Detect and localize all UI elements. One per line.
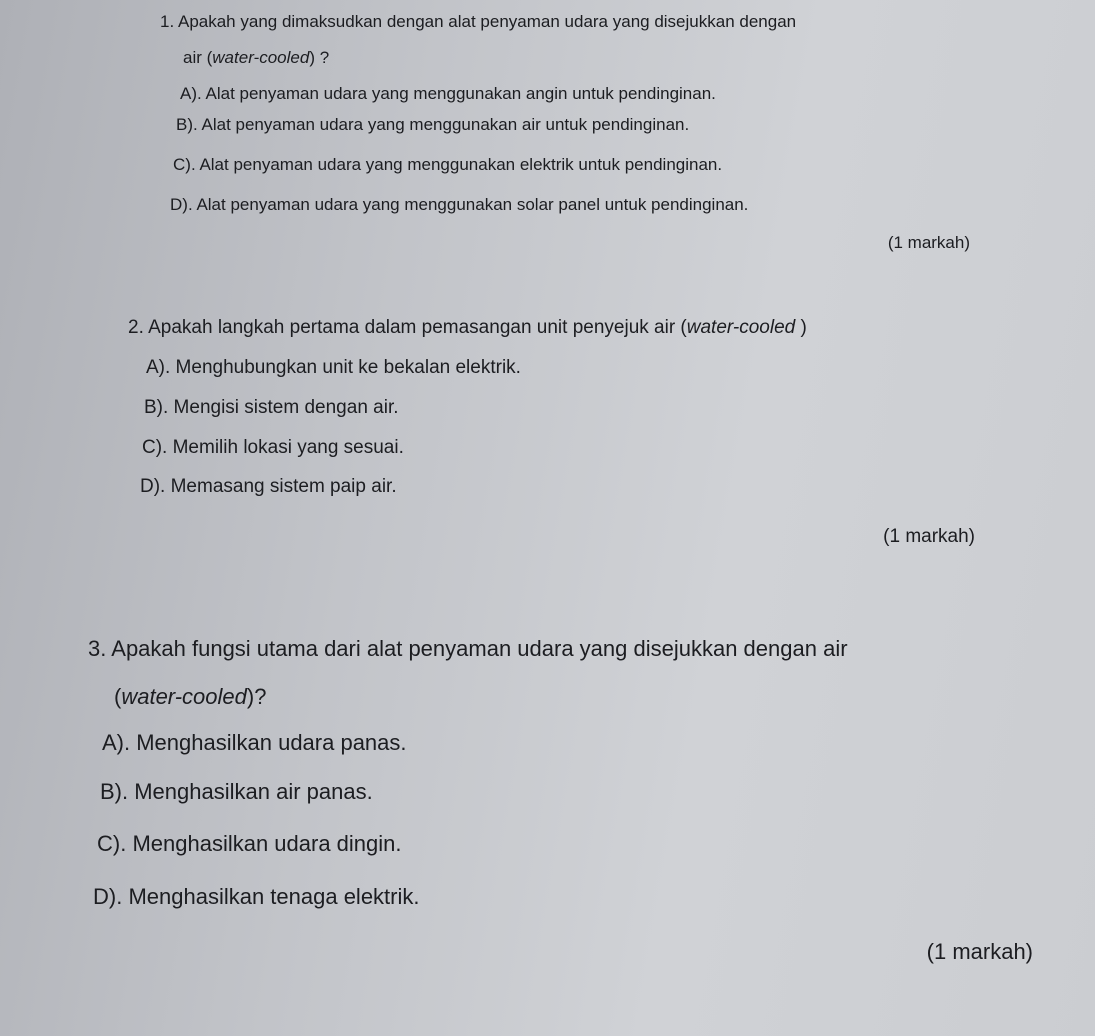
- question-1-option-c: C). Alat penyaman udara yang menggunakan elektrik untuk pendinginan.: [173, 155, 723, 174]
- question-3-stem-line-2: (water-cooled)?: [114, 684, 267, 709]
- question-1-number: 1.: [160, 12, 175, 31]
- question-3-option-c: C). Menghasilkan udara dingin.: [97, 831, 402, 856]
- question-3-option-a: A). Menghasilkan udara panas.: [102, 730, 407, 755]
- question-2-stem: 2. Apakah langkah pertama dalam pemasangan unit penyejuk air (water-cooled ): [128, 317, 807, 338]
- question-3-text: Apakah fungsi utama dari alat penyaman udara yang disejukkan dengan air: [111, 636, 848, 661]
- question-2-option-c: C). Memilih lokasi yang sesuai.: [142, 437, 404, 458]
- question-3-number: 3.: [88, 636, 107, 661]
- question-3-option-b: B). Menghasilkan air panas.: [100, 779, 373, 804]
- question-1-text: Apakah yang dimaksudkan dengan alat penyaman udara yang disejukkan dengan: [177, 12, 797, 31]
- question-1-stem-line-2: air (water-cooled) ?: [183, 48, 330, 67]
- question-1-term: water-cooled: [212, 48, 310, 67]
- question-3-option-d: D). Menghasilkan tenaga elektrik.: [93, 884, 420, 909]
- question-1-marks: (1 markah): [887, 233, 970, 252]
- question-3-stem-line-1: [88, 636, 848, 662]
- question-2-option-b: B). Mengisi sistem dengan air.: [144, 397, 399, 418]
- question-3-marks: (1 markah): [926, 939, 1033, 964]
- question-2-term: water-cooled: [686, 317, 796, 338]
- question-1-stem-line-1: [160, 12, 796, 32]
- question-1-option-d: D). Alat penyaman udara yang menggunakan solar panel untuk pendinginan.: [170, 195, 749, 214]
- question-3-term: water-cooled: [121, 684, 247, 709]
- question-1-option-b: B). Alat penyaman udara yang menggunakan air untuk pendinginan.: [176, 115, 690, 134]
- question-2-option-a: A). Menghubungkan unit ke bekalan elektrik.: [146, 357, 521, 378]
- question-1-option-a: A). Alat penyaman udara yang menggunakan angin untuk pendinginan.: [180, 84, 716, 103]
- question-2-marks: (1 markah): [883, 526, 975, 547]
- question-2-option-d: D). Memasang sistem paip air.: [140, 476, 397, 497]
- question-2-number: 2.: [128, 317, 144, 338]
